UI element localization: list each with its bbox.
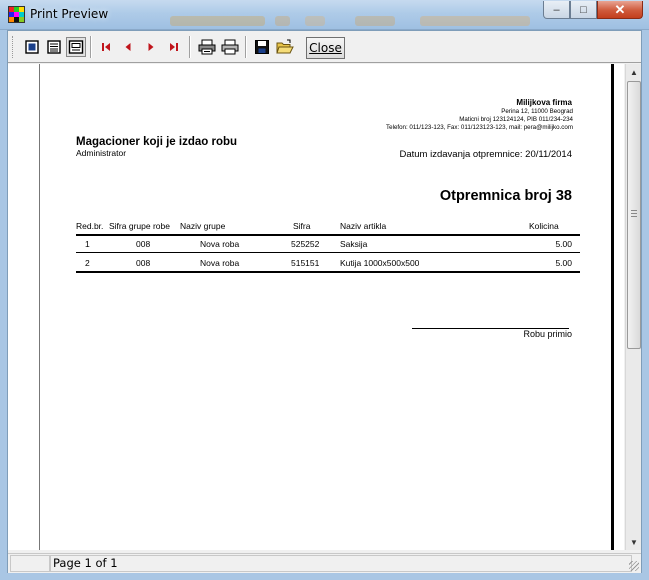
toolbar (8, 31, 641, 63)
print-icon (221, 39, 239, 55)
one-page-icon (24, 39, 40, 55)
toolbar-separator (90, 36, 92, 58)
first-page-icon (98, 39, 114, 55)
scroll-down-button[interactable] (626, 534, 642, 550)
signature-label: Robu primio (523, 329, 572, 339)
table-cell: Kutija 1000x500x500 (340, 258, 420, 268)
company-address: Perina 12, 11000 Beograd (501, 108, 573, 115)
save-icon (254, 39, 270, 55)
app-icon[interactable] (8, 6, 25, 23)
toolbar-separator (189, 36, 191, 58)
document-title: Otpremnica broj 38 (439, 188, 572, 204)
title-bar[interactable] (0, 0, 649, 30)
page-indicator: Page 1 of 1 (50, 555, 632, 572)
scrollbar-thumb[interactable] (627, 81, 641, 349)
table-cell: 515151 (291, 258, 320, 268)
column-header: Sifra grupe robe (109, 221, 170, 231)
table-cell: 5.00 (555, 239, 572, 249)
table-cell: Nova roba (200, 258, 240, 268)
company-name: Milijkova firma (516, 98, 572, 107)
previous-page-icon (120, 39, 136, 55)
zoom-page-icon (68, 39, 84, 55)
issue-date: Datum izdavanja otpremnice: 20/11/2014 (399, 149, 572, 160)
open-icon (276, 39, 294, 55)
table-cell: Nova roba (200, 239, 240, 249)
table-cell: 2 (85, 258, 90, 268)
zoom-page-button[interactable] (66, 37, 86, 57)
column-header: Kolicina (529, 221, 559, 231)
chevron-up-icon: ▲ (630, 67, 638, 77)
scroll-up-button[interactable] (626, 64, 642, 80)
column-header: Naziv artikla (340, 221, 387, 231)
table-cell: 1 (85, 239, 90, 249)
minimize-button[interactable] (543, 1, 570, 19)
open-button[interactable] (275, 37, 295, 57)
column-header: Naziv grupe (180, 221, 226, 231)
chevron-down-icon: ▼ (630, 537, 638, 547)
table-cell: 5.00 (555, 258, 572, 268)
save-button[interactable] (252, 37, 272, 57)
thumb-grip-icon (631, 210, 637, 217)
last-page-button[interactable] (164, 37, 184, 57)
table-cell: 008 (136, 239, 151, 249)
one-page-button[interactable] (22, 37, 42, 57)
next-page-button[interactable] (141, 37, 161, 57)
table-cell: Saksija (340, 239, 368, 249)
table-cell: 525252 (291, 239, 320, 249)
table-rule (76, 271, 580, 273)
client-area (7, 30, 642, 573)
table-rule (76, 252, 580, 253)
previous-page-button[interactable] (118, 37, 138, 57)
last-page-icon (166, 39, 182, 55)
table-cell: 008 (136, 258, 151, 268)
column-header: Sifra (293, 221, 311, 231)
preview-close-button[interactable] (306, 37, 345, 59)
company-registration: Maticni broj 123124124, PIB 011/234-234 (459, 116, 573, 123)
maximize-button[interactable] (570, 1, 597, 19)
page-edge (39, 64, 40, 550)
close-icon: ✕ (614, 1, 626, 17)
two-page-button[interactable] (44, 37, 64, 57)
print-setup-button[interactable] (197, 37, 217, 57)
window-close-button[interactable] (597, 1, 643, 19)
preview-close-label: Close (309, 41, 342, 55)
print-button[interactable] (220, 37, 240, 57)
caption-buttons (543, 1, 643, 19)
status-bar (8, 553, 641, 573)
column-header: Red.br. (76, 221, 104, 231)
page-shadow (611, 64, 614, 550)
toolbar-separator (245, 36, 247, 58)
vertical-scrollbar[interactable] (625, 64, 641, 550)
print-setup-icon (198, 39, 216, 55)
company-contact: Telefon: 011/123-123, Fax: 011/123123-123, mail: pera@milijko.com (386, 124, 573, 131)
two-page-icon (46, 39, 62, 55)
status-pane (10, 555, 50, 572)
window-title: Print Preview (30, 7, 109, 21)
issuer-name: Administrator (76, 148, 127, 158)
table-rule (76, 234, 580, 236)
issuer-title: Magacioner koji je izdao robu (76, 136, 238, 148)
maximize-icon: □ (580, 3, 587, 16)
minimize-icon: – (553, 3, 560, 16)
toolbar-grip[interactable] (12, 36, 15, 58)
next-page-icon (143, 39, 159, 55)
size-grip-icon[interactable] (629, 561, 639, 571)
first-page-button[interactable] (96, 37, 116, 57)
preview-area[interactable] (8, 64, 624, 550)
